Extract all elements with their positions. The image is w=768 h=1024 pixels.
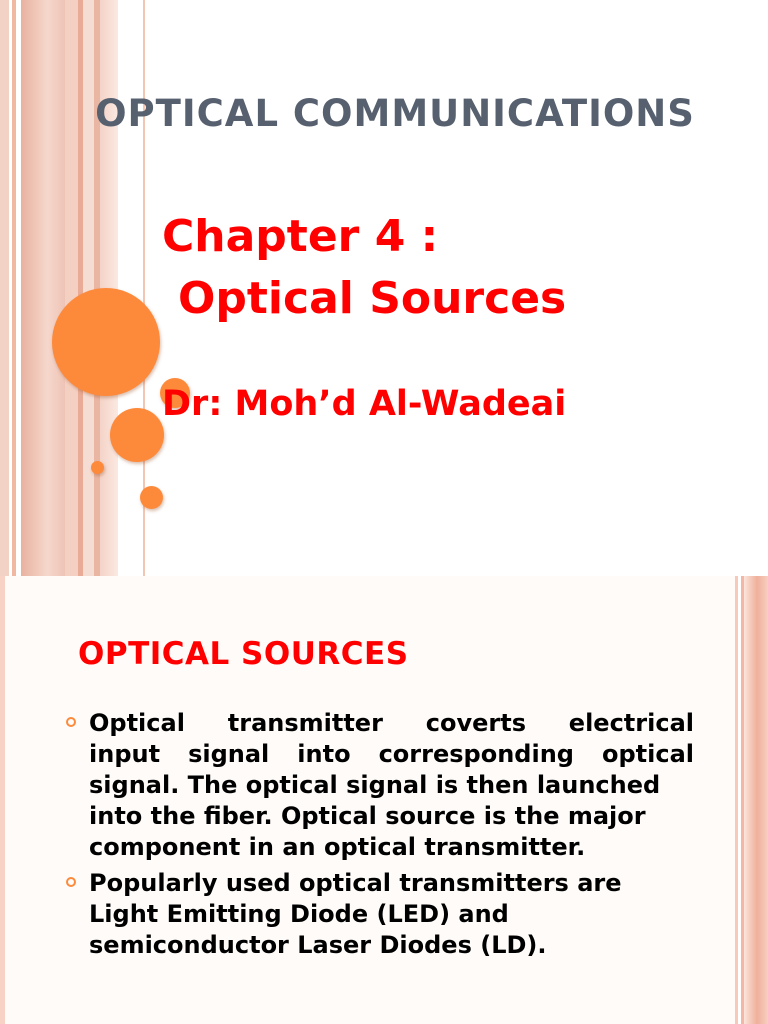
decorative-stripes-left: [0, 0, 150, 576]
author-name: Dr: Moh’d Al-Wadeai: [162, 384, 567, 424]
slide-heading: OPTICAL SOURCES: [78, 636, 409, 672]
decorative-stripes-right: [735, 576, 768, 1024]
chapter-title: Optical Sources: [178, 273, 567, 324]
bullet-line: Optical transmitter coverts electrical: [89, 709, 694, 737]
list-item: [64, 708, 694, 863]
circle-bullet-icon: [66, 877, 76, 887]
bullet-list: [64, 708, 694, 966]
bullet-line: input signal into corresponding optical: [89, 740, 694, 768]
decorative-circle-medium: [110, 408, 164, 462]
decorative-circle-large: [52, 288, 160, 396]
chapter-heading: [162, 206, 566, 330]
bullet-text: Popularly used optical transmitters are Light Emitting Diode (LED) and semiconductor Laser Diodes (LD).: [89, 869, 622, 959]
circle-bullet-icon: [66, 717, 76, 727]
decorative-circle-tiny: [91, 461, 104, 474]
presentation-title: OPTICAL COMMUNICATIONS: [95, 92, 695, 135]
list-item: [64, 868, 694, 961]
decorative-circle-small-2: [140, 486, 163, 509]
content-slide: [0, 576, 768, 1024]
decorative-stripe-left: [0, 576, 5, 1024]
bullet-text: signal. The optical signal is then launched into the fiber. Optical source is the major component in an optical transmitter.: [89, 771, 661, 861]
chapter-number: Chapter 4 :: [162, 211, 439, 262]
